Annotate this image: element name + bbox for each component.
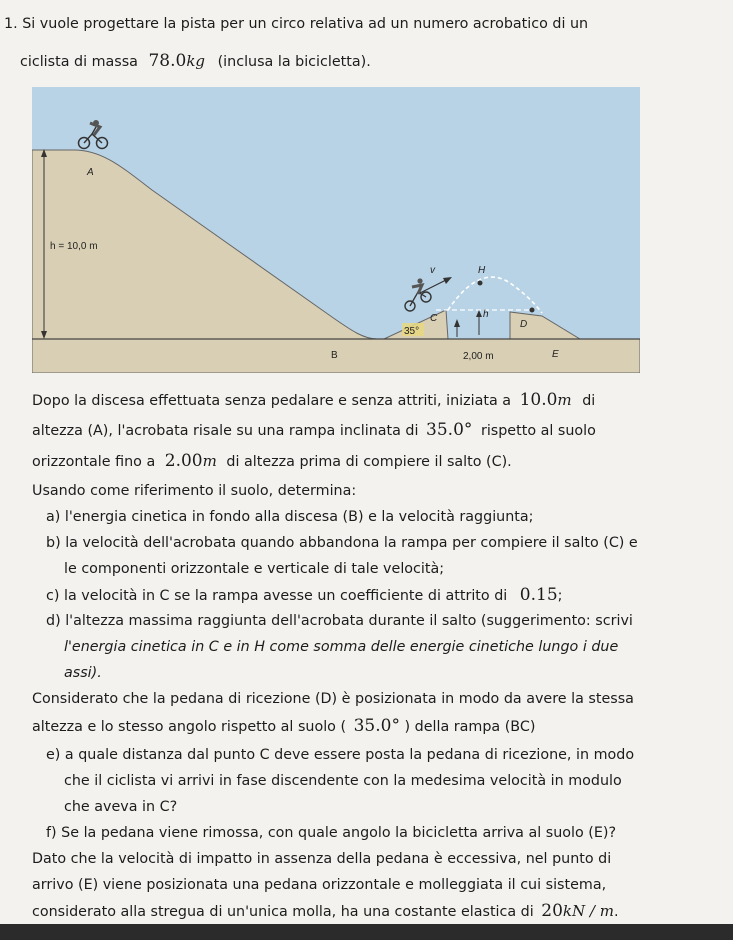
p3-text-a: orizzontale fino a: [32, 454, 156, 470]
height-label: h = 10,0 m: [50, 241, 98, 252]
p2-angle: 35.0°: [426, 420, 473, 440]
p1-unit: m: [557, 391, 572, 409]
paragraph-1-line-3: [32, 451, 512, 472]
p6-text-b: ) della rampa (BC): [404, 719, 536, 735]
paragraph-3-line-1: Considerato che la pedana di ricezione (D) è posizionata in modo da avere la stessa: [32, 691, 634, 707]
question-b-line-2: le componenti orizzontale e verticale di tale velocità;: [64, 561, 445, 577]
question-c: [46, 585, 562, 606]
p1-text-b: di: [582, 393, 596, 409]
question-d-line-3: assi).: [64, 665, 102, 681]
p6-angle: 35.0°: [353, 716, 400, 736]
question-a: a) l'energia cinetica in fondo alla discesa (B) e la velocità raggiunta;: [46, 509, 534, 525]
paragraph-4-line-3: [32, 901, 619, 922]
point-H-marker: [478, 281, 483, 286]
p1-text-a: Dopo la discesa effettuata senza pedalare e senza attriti, iniziata a: [32, 393, 512, 409]
intro-line-1: [4, 14, 588, 34]
qc-text-b: ;: [557, 588, 563, 604]
p2-text-a: altezza (A), l'acrobata risale su una rampa inclinata di: [32, 423, 419, 439]
distance-label: 2,00 m: [463, 351, 494, 362]
paragraph-4-line-1: Dato che la velocità di impatto in assenza della pedana è eccessiva, nel punto di: [32, 851, 612, 867]
p3-height: 2.00: [164, 451, 203, 471]
point-B-label: B: [331, 350, 338, 361]
paragraph-3-line-2: [32, 716, 535, 737]
qc-text-a: c) la velocità in C se la rampa avesse un coefficiente di attrito di: [46, 588, 508, 604]
p9-unit: kN / m: [562, 902, 614, 920]
mass-value: 78.0: [148, 51, 187, 71]
point-A-label: A: [87, 167, 94, 178]
question-f: f) Se la pedana viene rimossa, con quale angolo la bicicletta arriva al suolo (E)?: [46, 825, 617, 841]
point-D-marker: [530, 308, 535, 313]
velocity-label: v: [430, 265, 435, 276]
problem-number: 1.: [4, 16, 18, 32]
question-e-line-2: che il ciclista vi arrivi in fase discendente con la medesima velocità in modulo: [64, 773, 622, 789]
p9-text-b: .: [613, 904, 619, 920]
intro-text-2b: (inclusa la bicicletta).: [217, 54, 371, 70]
p3-unit: m: [202, 452, 217, 470]
point-C-label: C: [430, 313, 438, 324]
ramp-diagram: [32, 87, 640, 373]
paragraph-1-line-1: [32, 390, 595, 411]
bottom-edge-shadow: [0, 924, 733, 940]
point-D-label: D: [520, 319, 528, 330]
p9-text-a: considerato alla stregua di un'unica molla, ha una costante elastica di: [32, 904, 534, 920]
intro-line-2: [20, 51, 371, 72]
intro-text-2a: ciclista di massa: [20, 54, 138, 70]
p1-height: 10.0: [519, 390, 558, 410]
small-h-label: h: [483, 309, 489, 320]
paragraph-1-line-2: [32, 420, 596, 441]
p2-text-b: rispetto al suolo: [480, 423, 596, 439]
point-H-label: H: [478, 265, 486, 276]
p3-text-b: di altezza prima di compiere il salto (C).: [226, 454, 512, 470]
ramp-figure: [32, 87, 640, 373]
question-e-line-1: e) a quale distanza dal punto C deve essere posta la pedana di ricezione, in modo: [46, 747, 635, 763]
paragraph-2: Usando come riferimento il suolo, determina:: [32, 483, 357, 499]
mass-unit: kg: [186, 52, 206, 70]
question-e-line-3: che aveva in C?: [64, 799, 178, 815]
p9-k: 20: [541, 901, 563, 921]
question-d-line-2: l'energia cinetica in C e in H come somma delle energie cinetiche lungo i due: [64, 639, 619, 655]
point-E-label: E: [552, 349, 559, 360]
question-b-line-1: b) la velocità dell'acrobata quando abbandona la rampa per compiere il salto (C) e: [46, 535, 638, 551]
qc-mu: 0.15: [519, 585, 558, 605]
question-d-line-1: d) l'altezza massima raggiunta dell'acrobata durante il salto (suggerimento: scrivi: [46, 613, 633, 629]
paragraph-4-line-2: arrivo (E) viene posizionata una pedana orizzontale e molleggiata il cui sistema,: [32, 877, 607, 893]
p6-text-a: altezza e lo stesso angolo rispetto al suolo (: [32, 719, 347, 735]
angle-label: 35°: [404, 326, 420, 337]
intro-text-1: Si vuole progettare la pista per un circo relativa ad un numero acrobatico di un: [22, 16, 589, 32]
